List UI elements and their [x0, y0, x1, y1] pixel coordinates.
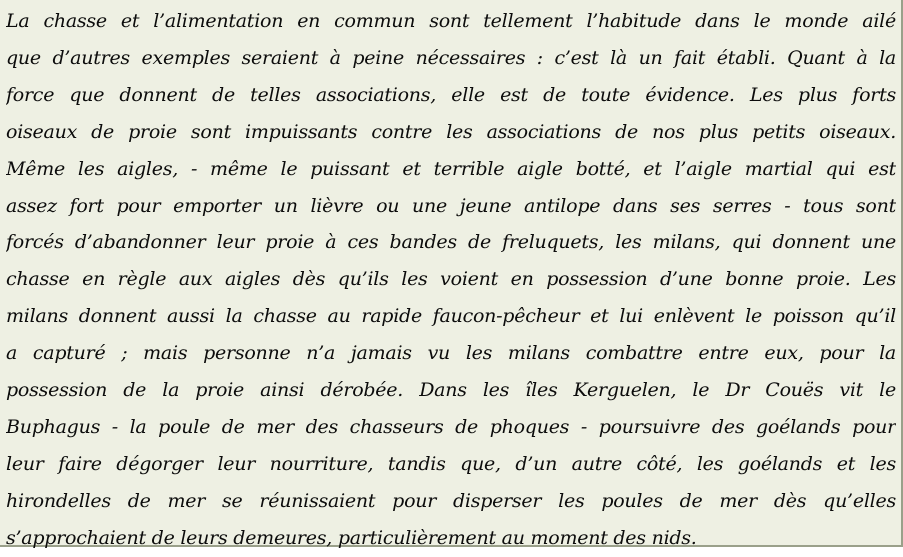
text-line: que d’autres exemples seraient à peine nécessaires : c’est là un fait établi. Quant à la	[6, 46, 896, 69]
paragraph	[6, 3, 896, 557]
text-line: milans donnent aussi la chasse au rapide faucon-pêcheur et lui enlèvent le poisson qu’il	[6, 305, 896, 328]
text-line: leur faire dégorger leur nourriture, tandis que, d’un autre côté, les goélands et les	[6, 452, 896, 475]
text-line: forcés d’abandonner leur proie à ces bandes de freluquets, les milans, qui donnent une	[6, 231, 896, 254]
text-line: s’approchaient de leurs demeures, particulièrement au moment des nids.	[6, 526, 697, 549]
text-line: a capturé ; mais personne n’a jamais vu les milans combattre entre eux, pour la	[6, 342, 896, 365]
text-line: chasse en règle aux aigles dès qu’ils les voient en possession d’une bonne proie. Les	[6, 268, 896, 291]
text-line: assez fort pour emporter un lièvre ou une jeune antilope dans ses serres - tous sont	[6, 194, 896, 217]
text-line: force que donnent de telles associations, elle est de toute évidence. Les plus forts	[6, 83, 896, 106]
text-line: Buphagus - la poule de mer des chasseurs de phoques - poursuivre des goélands pour	[6, 415, 896, 438]
text-line: oiseaux de proie sont impuissants contre les associations de nos plus petits oiseaux.	[6, 120, 896, 143]
text-line: La chasse et l’alimentation en commun sont tellement l’habitude dans le monde ailé	[6, 10, 896, 32]
text-line: possession de la proie ainsi dérobée. Dans les îles Kerguelen, le Dr Couës vit le	[6, 379, 896, 402]
text-line: hirondelles de mer se réunissaient pour disperser les poules de mer dès qu’elles	[6, 489, 896, 512]
text-line: Même les aigles, - même le puissant et terrible aigle botté, et l’aigle martial qui est	[6, 157, 896, 180]
